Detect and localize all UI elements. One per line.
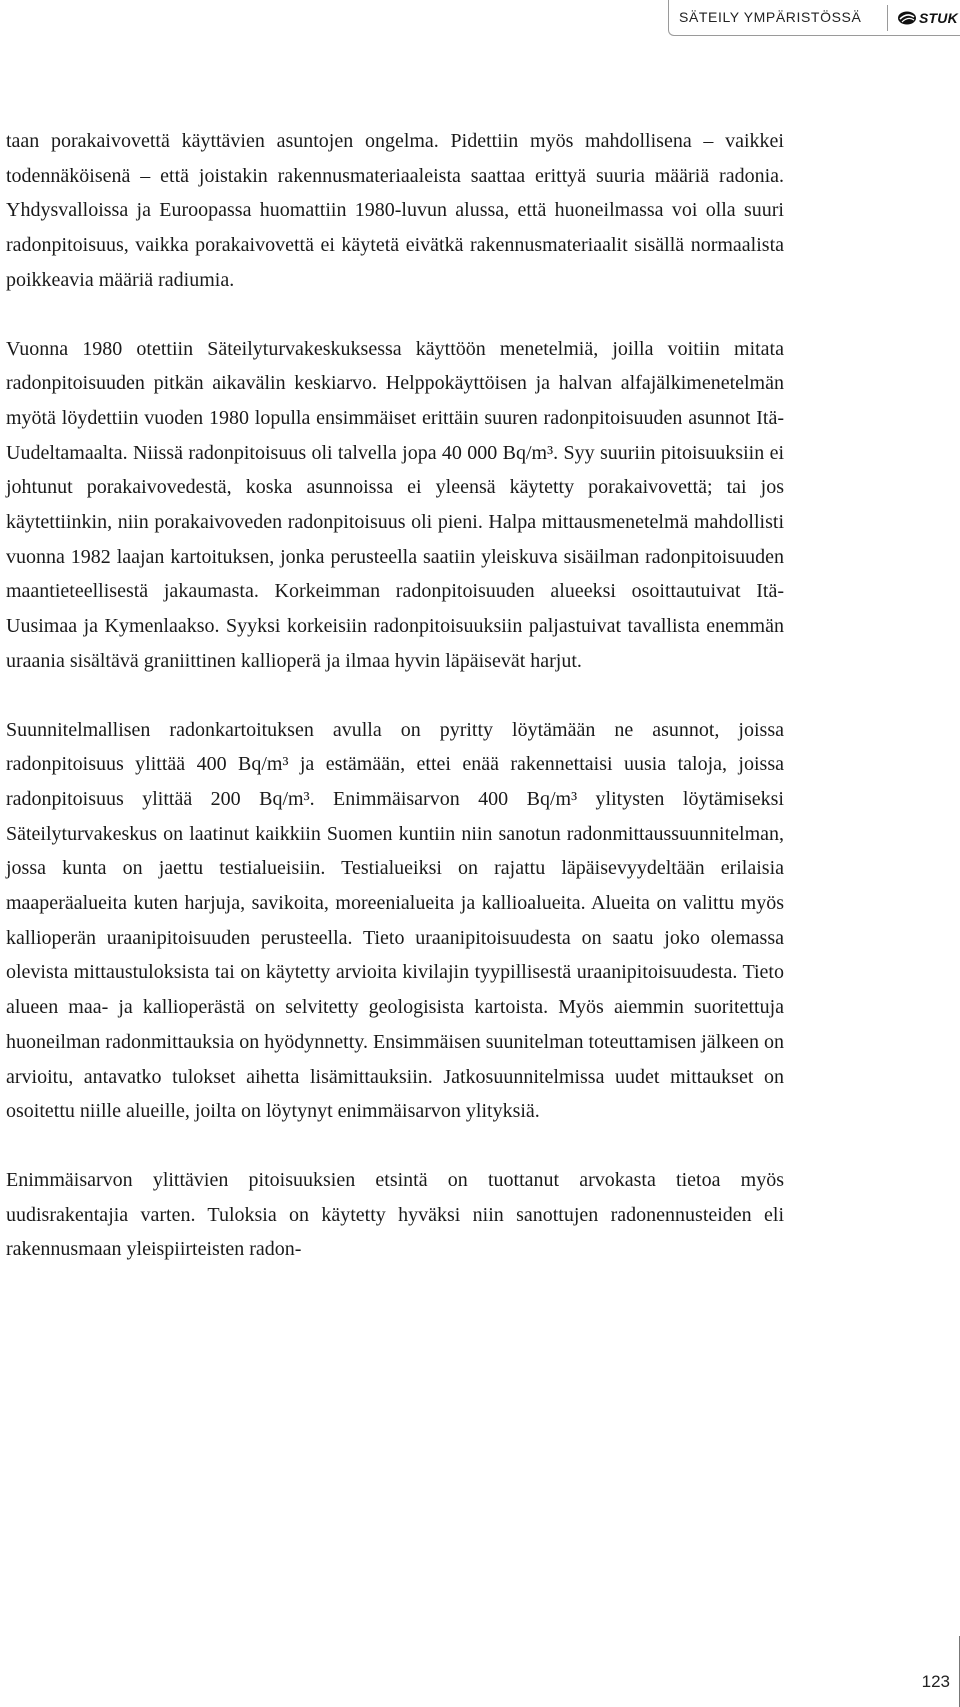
running-header	[668, 0, 960, 36]
stuk-emblem-icon	[897, 10, 917, 26]
stuk-logo	[897, 8, 958, 28]
paragraph: Enimmäisarvon ylittävien pitoisuuksien etsintä on tuottanut arvokasta tietoa myös uudisrakentajia varten. Tuloksia on käytetty hyväksi niin sanottujen radonennusteiden eli rakennusmaan yleispiirteisten radon-	[6, 1168, 784, 1261]
section-label: SÄTEILY YMPÄRISTÖSSÄ	[679, 9, 862, 25]
header-divider	[887, 5, 888, 31]
page-number: 123	[921, 1672, 950, 1691]
paragraph: Suunnitelmallisen radonkartoituksen avulla on pyritty löytämään ne asunnot, joissa radonpitoisuus ylittää 400 Bq/m³ ja estämään, ettei enää rakennettaisi uusia taloja, joissa radonpitoisuus ylittää 200 Bq/m³. Enimmäisarvon 400 Bq/m³ ylitysten löytämiseksi Säteilyturvakeskus on laatinut kaikkiin Suomen kuntiin niin sanotun radonmittaussuunnitelman, jossa kunta on jaettu testialueisiin. Testialueiksi on rajattu läpäisevyydeltään erilaisia maaperäalueita kuten harjuja, savikoita, moreenialueita ja kallioalueita. Alueita on valittu myös kallioperän uraanipitoisuuden perusteella. Tieto uraanipitoisuudesta on saatu joko olemassa olevista mittaustuloksista tai on käytetty arvioita kivilajin tyypillisestä uraanipitoisuudesta. Tieto alueen maa- ja kallioperästä on selvitetty geologisista kartoista. Myös aiemmin suoritettuja huoneilman radonmittauksia on hyödynnetty. Ensimmäisen suunitelman toteuttamisen jälkeen on arvioitu, antavatko tulokset aihetta lisämittauksiin. Jatkosuunnitelmissa uudet mittaukset on osoitettu niille alueille, joilta on löytynyt enimmäisarvon ylityksiä.	[6, 718, 784, 1123]
paragraph: taan porakaivovettä käyttävien asuntojen ongelma. Pidettiin myös mahdollisena – vaikkei todennäköisenä – että joistakin rakennusmateriaaleista saattaa erittyä suuria määriä radonia. Yhdysvalloissa ja Euroopassa huomattiin 1980-luvun alussa, että huoneilmassa voi olla suuri radonpitoisuus, vaikka porakaivovettä ei käytetä eivätkä rakennusmateriaalit sisällä normaalista poikkeavia määriä radiumia.	[6, 130, 784, 291]
logo-text: STUK	[919, 10, 958, 26]
paragraph: Vuonna 1980 otettiin Säteilyturvakeskuksessa käyttöön menetelmiä, joilla voitiin mitata radonpitoisuuden pitkän aikavälin keskiarvo. Helppokäyttöisen ja halvan alfajälkimenetelmän myötä löydettiin vuoden 1980 lopulla ensimmäiset erittäin suuren radonpitoisuuden asunnot Itä-Uudeltamaalta. Niissä radonpitoisuus oli talvella jopa 40 000 Bq/m³. Syy suuriin pitoisuuksiin ei johtunut porakaivovedestä, koska asunnoissa ei yleensä käytetty porakaivovettä; tai jos käytettiinkin, niin porakaivoveden radonpitoisuus oli pieni. Halpa mittausmenetelmä mahdollisti vuonna 1982 laajan kartoituksen, jonka perusteella saatiin yleiskuva sisäilman radonpitoisuuden maantieteellisestä jakaumasta. Korkeimman radonpitoisuuden alueeksi osoittautuivat Itä-Uusimaa ja Kymenlaakso. Syyksi korkeisiin radonpitoisuuksiin paljastuivat tavallista enemmän uraania sisältävä graniittinen kallioperä ja ilmaa hyvin läpäisevät harjut.	[6, 337, 784, 672]
body-text	[6, 124, 784, 1301]
